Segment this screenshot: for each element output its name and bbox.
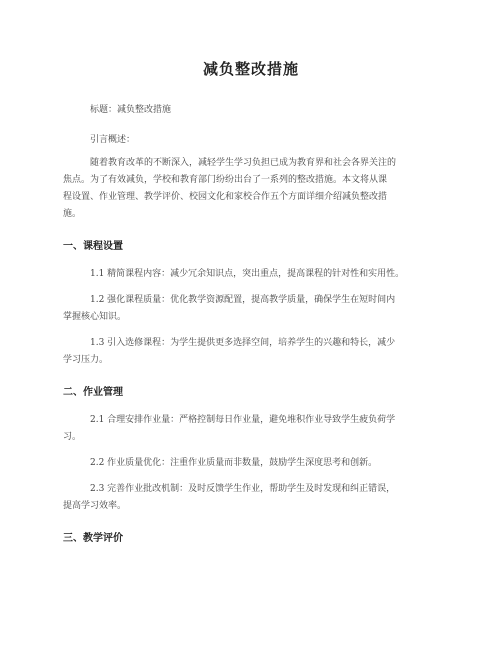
label-line: 标题：减负整改措施 bbox=[90, 105, 172, 115]
section-item: 1.2 强化课程质量：优化教学资源配置，提高教学质量，确保学生在短时间内 bbox=[90, 295, 396, 305]
section-heading-homework: 二、作业管理 bbox=[63, 387, 123, 398]
document-title: 减负整改措施 bbox=[202, 60, 299, 78]
section-heading-curriculum: 一、课程设置 bbox=[63, 241, 123, 252]
section-item-continuation: 掌握核心知识。 bbox=[63, 312, 127, 322]
intro-line: 施。 bbox=[63, 209, 82, 219]
section-item-continuation: 提高学习效率。 bbox=[63, 501, 127, 511]
intro-line: 随着教育改革的不断深入，减轻学生学习负担已成为教育界和社会各界关注的 bbox=[90, 158, 397, 168]
intro-line: 程设置、作业管理、教学评价、校园文化和家校合作五个方面详细介绍减负整改措 bbox=[63, 192, 388, 202]
intro-line: 焦点。为了有效减负，学校和教育部门纷纷出台了一系列的整改措施。本文将从课 bbox=[63, 175, 388, 185]
section-item: 2.3 完善作业批改机制：及时反馈学生作业，帮助学生及时发现和纠正错误， bbox=[90, 484, 396, 494]
section-item: 1.1 精简课程内容：减少冗余知识点，突出重点，提高课程的针对性和实用性。 bbox=[90, 269, 405, 279]
section-item: 2.1 合理安排作业量：严格控制每日作业量，避免堆积作业导致学生疲负荷学 bbox=[90, 415, 396, 425]
section-heading-evaluation: 三、教学评价 bbox=[63, 533, 123, 544]
section-item: 1.3 引入选修课程：为学生提供更多选择空间，培养学生的兴趣和特长，减少 bbox=[90, 338, 396, 348]
section-item-continuation: 学习压力。 bbox=[63, 355, 109, 365]
section-item: 2.2 作业质量优化：注重作业质量而非数量，鼓励学生深度思考和创新。 bbox=[90, 458, 378, 468]
intro-label: 引言概述： bbox=[90, 135, 136, 145]
section-item-continuation: 习。 bbox=[63, 432, 82, 442]
